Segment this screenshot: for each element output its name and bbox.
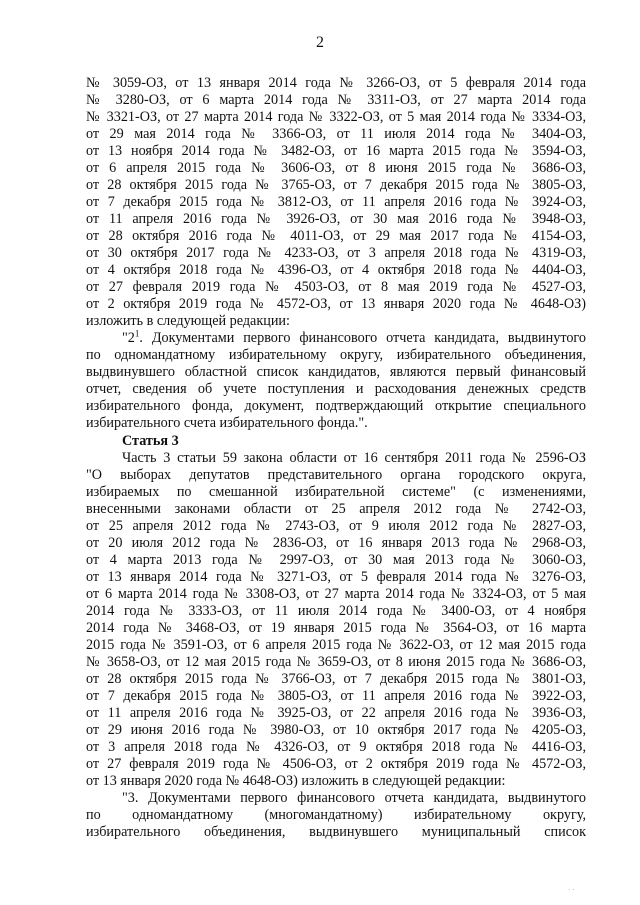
superscript-index: 1 (134, 328, 140, 339)
paragraph-amendments-list (86, 75, 586, 330)
text-line: № 3059-ОЗ, от 13 января 2014 года № 3266-ОЗ, от 5 февраля 2014 года (86, 75, 586, 91)
text-line: от 28 октября 2016 года № 4011-ОЗ, от 29 мая 2017 года № 4154-ОЗ, (86, 228, 586, 244)
text-line: внесенными законами области от 25 апреля 2012 года № 2742-ОЗ, (86, 501, 586, 517)
text-line: от 7 декабря 2015 года № 3805-ОЗ, от 11 апреля 2016 года № 3922-ОЗ, (86, 688, 586, 704)
text-line: избирательного объединения, выдвинувшего муниципальный список (86, 824, 586, 840)
text-line: избираемых по смешанной избирательной системе" (с изменениями, (86, 484, 586, 500)
text-line: от 6 марта 2014 года № 3308-ОЗ, от 27 марта 2014 года № 3324-ОЗ, от 5 мая (86, 586, 586, 602)
text-line: изложить в следующей редакции: (86, 313, 290, 329)
quote-first-line: . Документами первого финансового отчета кандидата, выдвинутого (139, 330, 586, 346)
text-line: 2015 года № 3591-ОЗ, от 6 апреля 2015 года № 3622-ОЗ, от 12 мая 2015 года (86, 637, 586, 653)
text-line: 2014 года № 3468-ОЗ, от 19 января 2015 года № 3564-ОЗ, от 16 марта (86, 620, 586, 636)
text-line: от 13 января 2014 года № 3271-ОЗ, от 5 февраля 2014 года № 3276-ОЗ, (86, 569, 586, 585)
text-line: от 27 февраля 2019 года № 4506-ОЗ, от 2 октября 2019 года № 4572-ОЗ, (86, 756, 586, 772)
text-line: от 29 июня 2016 года № 3980-ОЗ, от 10 октября 2017 года № 4205-ОЗ, (86, 722, 586, 738)
text-line: от 6 апреля 2015 года № 3606-ОЗ, от 8 июня 2015 года № 3686-ОЗ, (86, 160, 586, 176)
text-line: "3. Документами первого финансового отчета кандидата, выдвинутого (122, 790, 586, 806)
text-line: от 28 октября 2015 года № 3765-ОЗ, от 7 декабря 2015 года № 3805-ОЗ, (86, 177, 586, 193)
page-number: 2 (316, 34, 324, 51)
text-line: от 13 января 2020 года № 4648-ОЗ) изложить в следующей редакции: (86, 773, 506, 789)
text-line: выдвинувшего областной список кандидатов, являются первый финансовый (86, 364, 586, 380)
text-line: избирательного фонда, документ, подтверждающий открытие специального (86, 398, 586, 414)
paragraph-article-3 (86, 450, 586, 790)
quoted-section-2-1 (86, 330, 586, 432)
text-line: по одномандатному (многомандатному) избирательному округу, (86, 807, 586, 823)
text-line: от 4 марта 2013 года № 2997-ОЗ, от 30 мая 2013 года № 3060-ОЗ, (86, 552, 586, 568)
article-3-heading-block (86, 433, 586, 450)
text-line: отчет, сведения об учете поступления и расходования денежных средств (86, 381, 586, 397)
text-line: от 29 мая 2014 года № 3366-ОЗ, от 11 июля 2014 года № 3404-ОЗ, (86, 126, 586, 142)
quote-prefix: "2 (122, 330, 135, 346)
text-line: от 11 апреля 2016 года № 3925-ОЗ, от 22 апреля 2016 года № 3936-ОЗ, (86, 705, 586, 721)
text-line: избирательного счета избирательного фонда.". (86, 415, 368, 431)
text-line: № 3658-ОЗ, от 12 мая 2015 года № 3659-ОЗ, от 8 июня 2015 года № 3686-ОЗ, (86, 654, 586, 670)
text-line: № 3280-ОЗ, от 6 марта 2014 года № 3311-ОЗ, от 27 марта 2014 года (86, 92, 586, 108)
text-line: от 27 февраля 2019 года № 4503-ОЗ, от 8 мая 2019 года № 4527-ОЗ, (86, 279, 586, 295)
text-line: от 4 октября 2018 года № 4396-ОЗ, от 4 октября 2018 года № 4404-ОЗ, (86, 262, 586, 278)
text-line: от 3 апреля 2018 года № 4326-ОЗ, от 9 октября 2018 года № 4416-ОЗ, (86, 739, 586, 755)
text-line: от 20 июля 2012 года № 2836-ОЗ, от 16 января 2013 года № 2968-ОЗ, (86, 535, 586, 551)
text-line: от 13 ноября 2014 года № 3482-ОЗ, от 16 марта 2015 года № 3594-ОЗ, (86, 143, 586, 159)
text-line: Часть 3 статьи 59 закона области от 16 сентября 2011 года № 2596-ОЗ (122, 450, 586, 466)
text-line: от 30 октября 2017 года № 4233-ОЗ, от 3 апреля 2018 года № 4319-ОЗ, (86, 245, 586, 261)
quoted-section-3 (86, 790, 586, 841)
corner-mark: · · (568, 886, 575, 894)
text-line: от 28 октября 2015 года № 3766-ОЗ, от 7 декабря 2015 года № 3801-ОЗ, (86, 671, 586, 687)
text-line: № 3321-ОЗ, от 27 марта 2014 года № 3322-ОЗ, от 5 мая 2014 года № 3334-ОЗ, (86, 109, 586, 125)
text-line: от 2 октября 2019 года № 4572-ОЗ, от 13 января 2020 года № 4648-ОЗ) (86, 296, 586, 312)
text-line: от 11 апреля 2016 года № 3926-ОЗ, от 30 мая 2016 года № 3948-ОЗ, (86, 211, 586, 227)
text-line: от 25 апреля 2012 года № 2743-ОЗ, от 9 июля 2012 года № 2827-ОЗ, (86, 518, 586, 534)
text-line (86, 330, 586, 347)
text-line: по одномандатному избирательному округу, избирательного объединения, (86, 347, 586, 363)
text-line: от 7 декабря 2015 года № 3812-ОЗ, от 11 апреля 2016 года № 3924-ОЗ, (86, 194, 586, 210)
article-heading: Статья 3 (122, 433, 179, 449)
text-line: 2014 года № 3333-ОЗ, от 11 июля 2014 года № 3400-ОЗ, от 4 ноября (86, 603, 586, 619)
text-line: "О выборах депутатов представительного органа городского округа, (86, 467, 586, 483)
